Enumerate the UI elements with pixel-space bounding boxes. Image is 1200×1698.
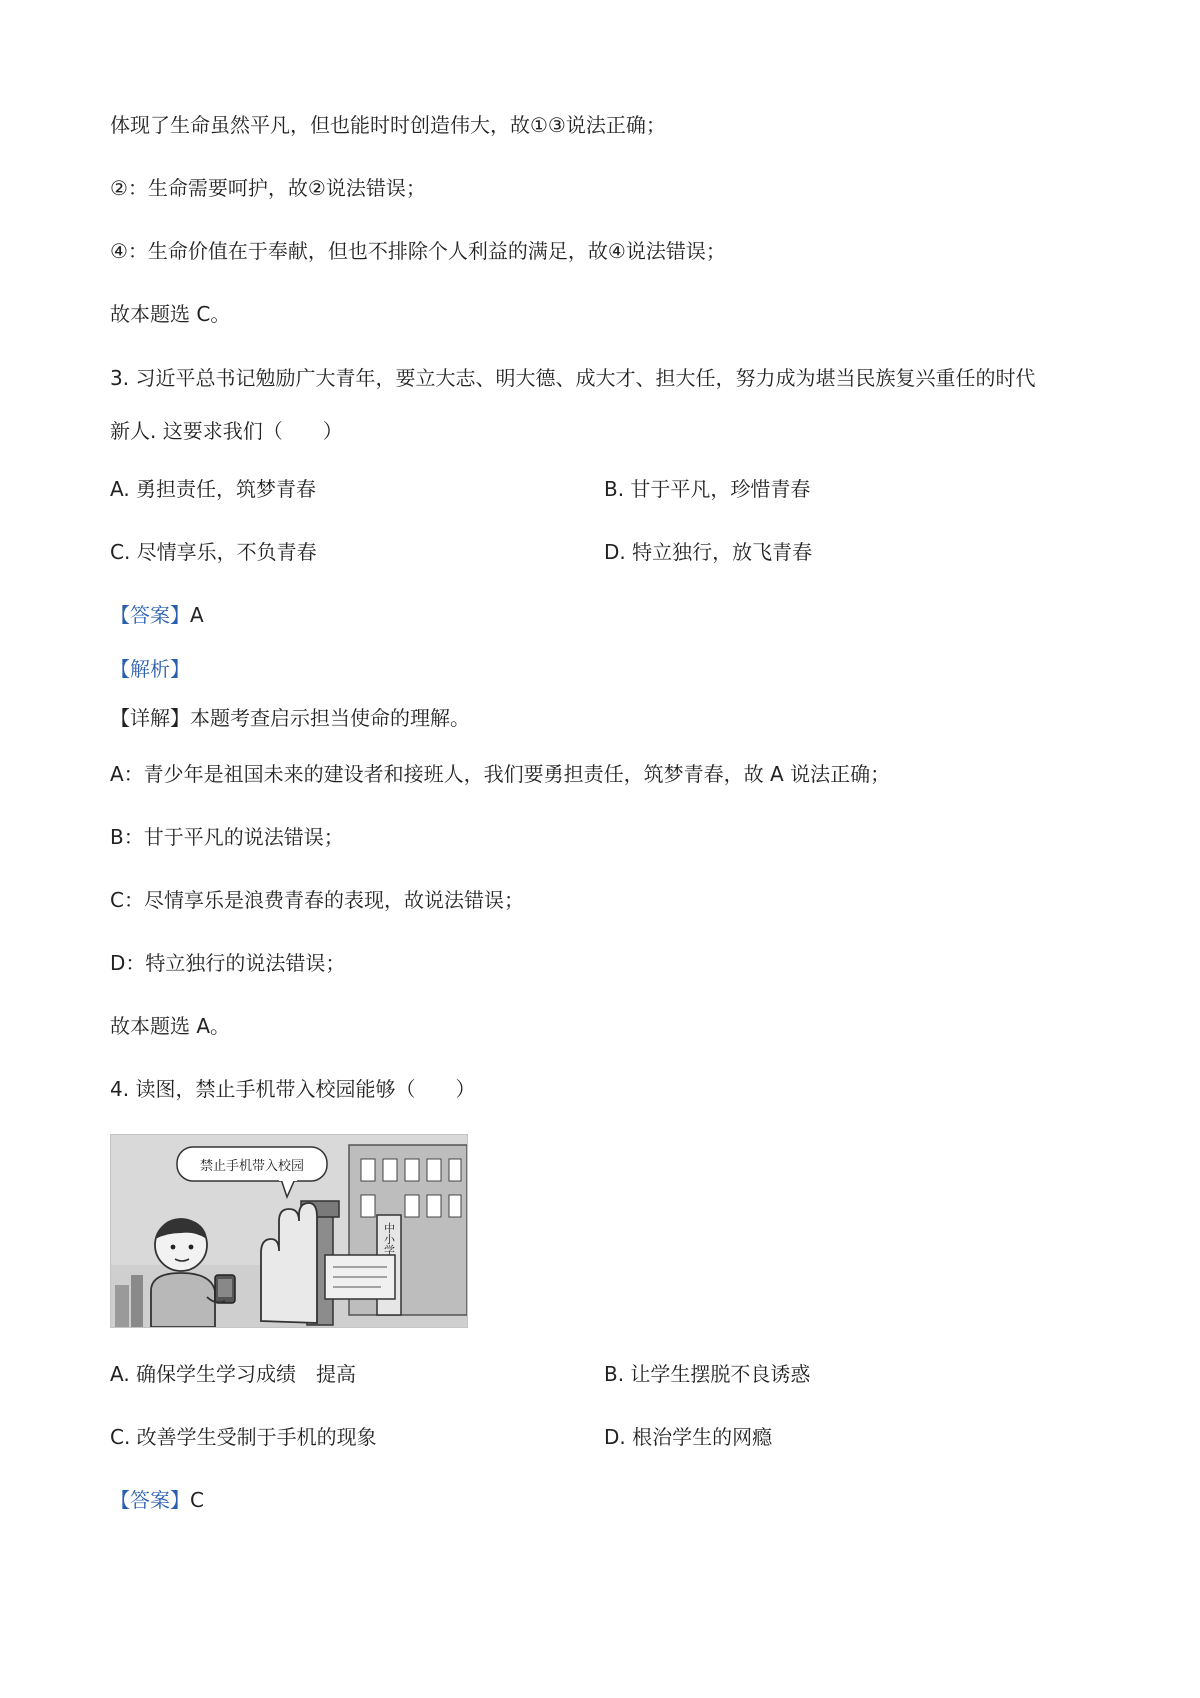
q3-explanation: C：尽情享乐是浪费青春的表现，故说法错误； (110, 888, 524, 912)
q3-option-c: C. 尽情享乐，不负青春 (110, 540, 317, 564)
q4-option-b: B. 让学生摆脱不良诱惑 (604, 1362, 811, 1386)
q3-analysis-tag: 【解析】 (110, 657, 190, 681)
question-3-stem: 3. 习近平总书记勉励广大青年，要立大志、明大德、成大才、担大任，努力成为堪当民族复兴重任的时代 (110, 366, 1036, 390)
q4-option-a: A. 确保学生学习成绩 提高 (110, 1362, 357, 1386)
answer-tag: 【答案】 (110, 1488, 190, 1512)
text-line: 故本题选 C。 (110, 302, 231, 326)
answer-value: A (190, 603, 204, 627)
q3-answer (110, 601, 204, 629)
q3-explanation: D：特立独行的说法错误； (110, 951, 346, 975)
text-line: ②：生命需要呵护，故②说法错误； (110, 176, 426, 200)
q4-option-d: D. 根治学生的网瘾 (604, 1425, 773, 1449)
answer-value: C (190, 1488, 204, 1512)
q3-detail: 【详解】本题考查启示担当使命的理解。 (110, 706, 470, 730)
q3-option-b: B. 甘于平凡，珍惜青春 (604, 477, 811, 501)
answer-tag: 【答案】 (110, 603, 190, 627)
gate-sign-text: 中小学 (382, 1222, 396, 1256)
q4-option-c: C. 改善学生受制于手机的现象 (110, 1425, 377, 1449)
q3-option-d: D. 特立独行，放飞青春 (604, 540, 813, 564)
speech-bubble-text: 禁止手机带入校园 (199, 1159, 305, 1174)
q4-answer (110, 1486, 204, 1514)
q3-conclusion: 故本题选 A。 (110, 1014, 231, 1038)
q3-option-a: A. 勇担责任，筑梦青春 (110, 477, 317, 501)
question-3-stem-cont: 新人. 这要求我们（ ） (110, 419, 343, 443)
question-4-stem: 4. 读图，禁止手机带入校园能够（ ） (110, 1077, 476, 1101)
text-line: ④：生命价值在于奉献，但也不排除个人利益的满足，故④说法错误； (110, 239, 726, 263)
cartoon-illustration (111, 1135, 467, 1327)
cartoon-figure (110, 1134, 468, 1328)
q3-explanation: A：青少年是祖国未来的建设者和接班人，我们要勇担责任，筑梦青春，故 A 说法正确； (110, 762, 891, 786)
text-line: 体现了生命虽然平凡，但也能时时创造伟大，故①③说法正确； (110, 113, 666, 137)
q3-explanation: B：甘于平凡的说法错误； (110, 825, 344, 849)
